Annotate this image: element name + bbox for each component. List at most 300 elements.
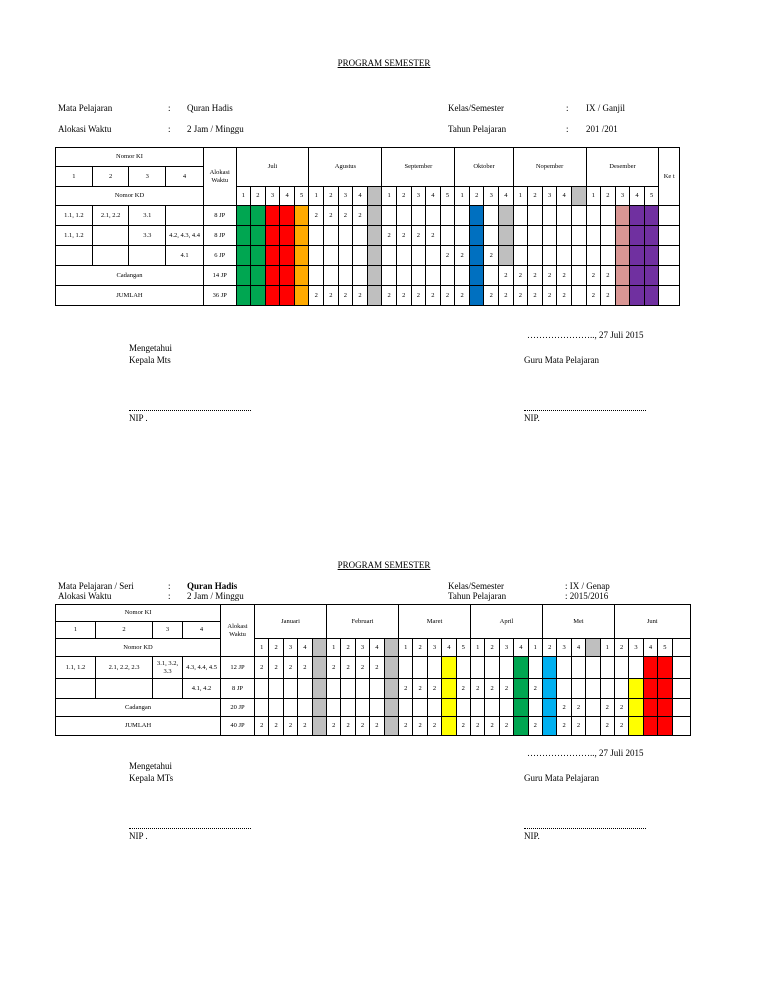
week-number: 2 (396, 187, 411, 206)
schedule-color-cell (265, 246, 280, 266)
week-number: 3 (557, 639, 571, 657)
schedule-cell: 2 (485, 679, 499, 699)
schedule-cell (586, 699, 600, 717)
schedule-cell (600, 679, 614, 699)
alokasi-cell: 8 JP (203, 206, 236, 226)
header-alokasi: Alokasi Waktu (203, 148, 236, 206)
schedule-cell: 2 (499, 717, 513, 736)
schedule-cell: 2 (355, 717, 369, 736)
doc1-time-value: 2 Jam / Minggu (187, 124, 244, 134)
schedule-cell (338, 246, 353, 266)
schedule-cell (440, 226, 455, 246)
week-number: 2 (251, 187, 266, 206)
kd-cell (96, 679, 153, 699)
schedule-cell: 2 (324, 206, 339, 226)
schedule-cell: 2 (427, 679, 441, 699)
schedule-cell: 2 (571, 717, 585, 736)
schedule-cell (484, 206, 499, 226)
schedule-cell (382, 246, 397, 266)
schedule-color-cell (442, 717, 456, 736)
schedule-color-cell (312, 679, 326, 699)
kd-cell: 2.1, 2.2, 2.3 (96, 657, 153, 679)
schedule-color-cell (644, 266, 659, 286)
schedule-color-cell (265, 206, 280, 226)
schedule-color-cell (658, 657, 672, 679)
month-header: Juni (614, 605, 690, 639)
schedule-color-cell (280, 206, 295, 226)
schedule-color-cell (499, 246, 514, 266)
schedule-color-cell (615, 286, 630, 306)
schedule-cell: 2 (513, 266, 528, 286)
kd-cell: 4.1 (166, 246, 204, 266)
schedule-cell (484, 266, 499, 286)
schedule-color-cell (543, 717, 557, 736)
schedule-cell: 2 (557, 266, 572, 286)
kd-cell: 2.1, 2.2 (92, 206, 129, 226)
schedule-cell: 2 (499, 286, 514, 306)
schedule-cell (601, 206, 616, 226)
month-header: September (382, 148, 455, 187)
schedule-cell (513, 226, 528, 246)
schedule-cell (484, 226, 499, 246)
schedule-cell: 2 (255, 657, 269, 679)
schedule-cell (571, 246, 586, 266)
colon: : (566, 103, 569, 113)
schedule-cell: 2 (600, 717, 614, 736)
schedule-color-cell (469, 246, 484, 266)
schedule-cell: 2 (542, 286, 557, 306)
schedule-cell (370, 699, 384, 717)
doc1-subject-value: Quran Hadis (187, 103, 233, 113)
schedule-cell (283, 699, 297, 717)
schedule-cell (601, 246, 616, 266)
schedule-cell: 2 (426, 286, 441, 306)
schedule-cell: 2 (396, 226, 411, 246)
schedule-color-cell (499, 206, 514, 226)
schedule-cell: 2 (586, 286, 601, 306)
doc1-mengetahui: Mengetahui (129, 343, 172, 353)
schedule-cell (601, 226, 616, 246)
schedule-cell: 2 (614, 717, 628, 736)
doc1-date-line: ………………….., 27 Juli 2015 (527, 330, 644, 340)
doc2-signature-line-right (524, 828, 646, 829)
schedule-color-cell (312, 699, 326, 717)
schedule-cell (309, 226, 324, 246)
week-number: 4 (571, 639, 585, 657)
schedule-cell (528, 699, 542, 717)
schedule-cell (614, 679, 628, 699)
schedule-color-cell (280, 226, 295, 246)
header-nomor-ki: Nomor KI (56, 148, 204, 167)
schedule-color-cell (615, 226, 630, 246)
week-number: 1 (586, 187, 601, 206)
colon: : (168, 591, 171, 601)
schedule-cell (571, 679, 585, 699)
doc1-signature-line-right (524, 410, 646, 411)
doc1-guru-label: Guru Mata Pelajaran (524, 355, 599, 365)
colon: : (168, 581, 171, 591)
week-number: 3 (615, 187, 630, 206)
doc2-schedule-table (55, 604, 691, 736)
schedule-cell (353, 266, 368, 286)
schedule-color-cell (543, 699, 557, 717)
schedule-cell (513, 246, 528, 266)
month-header: Februari (327, 605, 399, 639)
schedule-cell: 2 (427, 717, 441, 736)
kd-cell (56, 679, 96, 699)
schedule-cell: 2 (341, 717, 355, 736)
week-number: 4 (499, 187, 514, 206)
schedule-cell (399, 699, 413, 717)
schedule-color-cell (384, 699, 398, 717)
schedule-color-cell (236, 286, 251, 306)
schedule-cell: 2 (440, 286, 455, 306)
schedule-cell (341, 699, 355, 717)
colon: : (168, 124, 171, 134)
schedule-color-cell (643, 717, 657, 736)
schedule-color-cell (280, 286, 295, 306)
doc2-class-value: : IX / Genap (565, 581, 610, 591)
schedule-color-cell (265, 266, 280, 286)
schedule-cell: 2 (413, 717, 427, 736)
doc1-nip-right: NIP. (524, 413, 540, 423)
schedule-cell: 2 (413, 679, 427, 699)
schedule-cell (413, 699, 427, 717)
schedule-color-cell (469, 266, 484, 286)
schedule-color-cell (469, 206, 484, 226)
schedule-cell: 2 (298, 657, 312, 679)
month-header: Nopember (513, 148, 586, 187)
doc2-year-label: Tahun Pelajaran (448, 591, 507, 601)
schedule-color-cell (251, 266, 266, 286)
schedule-color-cell (658, 699, 672, 717)
schedule-cell (426, 246, 441, 266)
month-header: Oktober (455, 148, 513, 187)
schedule-cell (513, 206, 528, 226)
schedule-cell (557, 246, 572, 266)
schedule-cell (542, 206, 557, 226)
week-number: 1 (471, 639, 485, 657)
ki-number: 2 (92, 167, 129, 187)
schedule-cell (586, 657, 600, 679)
week-number: 2 (614, 639, 628, 657)
schedule-cell (614, 657, 628, 679)
doc2-class-label: Kelas/Semester (448, 581, 504, 591)
colon: : (168, 103, 171, 113)
header-ket: Ke t (659, 148, 680, 206)
schedule-cell: 2 (309, 286, 324, 306)
kd-cell (56, 246, 93, 266)
week-number: 3 (542, 187, 557, 206)
schedule-color-cell (514, 699, 528, 717)
ki-number: 4 (166, 167, 204, 187)
week-number: 3 (427, 639, 441, 657)
schedule-cell (338, 226, 353, 246)
week-number: 5 (644, 187, 659, 206)
schedule-cell: 2 (528, 717, 542, 736)
ket-cell (672, 699, 690, 717)
header-alokasi: Alokasi Waktu (221, 605, 255, 657)
schedule-cell (353, 226, 368, 246)
schedule-cell: 2 (399, 679, 413, 699)
schedule-cell (283, 679, 297, 699)
week-number: 3 (265, 187, 280, 206)
schedule-color-cell (469, 226, 484, 246)
alokasi-cell: 20 JP (221, 699, 255, 717)
schedule-color-cell (312, 657, 326, 679)
doc1-nip-left: NIP . (129, 413, 148, 423)
ki-number: 3 (153, 622, 183, 639)
doc1-class-label: Kelas/Semester (448, 103, 504, 113)
alokasi-cell: 8 JP (203, 226, 236, 246)
schedule-cell: 2 (471, 717, 485, 736)
schedule-cell: 2 (484, 286, 499, 306)
week-number: 2 (601, 187, 616, 206)
kd-cell: 3.1 (129, 206, 166, 226)
schedule-color-cell (367, 246, 382, 266)
doc2-time-label: Alokasi Waktu (58, 591, 112, 601)
kd-cell (92, 246, 129, 266)
schedule-cell (309, 266, 324, 286)
schedule-cell (411, 266, 426, 286)
row-label: Cadangan (56, 266, 204, 286)
schedule-cell: 2 (382, 226, 397, 246)
schedule-cell (327, 699, 341, 717)
colon: : (566, 124, 569, 134)
schedule-cell (456, 657, 470, 679)
schedule-cell: 2 (370, 657, 384, 679)
week-number: 4 (630, 187, 645, 206)
schedule-cell: 2 (399, 717, 413, 736)
schedule-cell (499, 699, 513, 717)
schedule-cell (396, 246, 411, 266)
schedule-cell (557, 657, 571, 679)
doc1-year-value: 201 /201 (586, 124, 618, 134)
schedule-cell: 2 (338, 286, 353, 306)
kd-cell: 1.1, 1.2 (56, 206, 93, 226)
doc1-kepala-label: Kepala Mts (129, 355, 171, 365)
doc1-time-label: Alokasi Waktu (58, 124, 112, 134)
schedule-cell (542, 226, 557, 246)
schedule-cell (399, 657, 413, 679)
kd-cell (166, 206, 204, 226)
schedule-cell (586, 679, 600, 699)
week-number: 3 (499, 639, 513, 657)
schedule-color-cell (543, 657, 557, 679)
schedule-color-cell (514, 657, 528, 679)
schedule-cell (586, 717, 600, 736)
schedule-cell (542, 246, 557, 266)
schedule-color-cell (514, 717, 528, 736)
week-number: 2 (341, 639, 355, 657)
ket-cell (659, 246, 680, 266)
schedule-color-cell (644, 206, 659, 226)
schedule-cell: 2 (327, 717, 341, 736)
week-number: 2 (469, 187, 484, 206)
schedule-cell: 2 (269, 657, 283, 679)
schedule-color-cell (658, 679, 672, 699)
schedule-cell (426, 206, 441, 226)
schedule-cell (355, 679, 369, 699)
schedule-cell: 2 (255, 717, 269, 736)
week-number: 1 (327, 639, 341, 657)
kd-cell: 1.1, 1.2 (56, 657, 96, 679)
schedule-color-cell (630, 206, 645, 226)
schedule-cell (499, 657, 513, 679)
week-number (586, 639, 600, 657)
week-number: 3 (338, 187, 353, 206)
schedule-cell: 2 (411, 286, 426, 306)
ket-cell (659, 286, 680, 306)
schedule-cell (571, 657, 585, 679)
schedule-color-cell (265, 226, 280, 246)
week-number: 1 (382, 187, 397, 206)
schedule-cell (255, 679, 269, 699)
ki-number: 1 (56, 167, 93, 187)
doc2-kepala-label: Kepala MTs (129, 773, 174, 783)
schedule-color-cell (643, 679, 657, 699)
schedule-cell (440, 266, 455, 286)
schedule-cell: 2 (513, 286, 528, 306)
schedule-cell (586, 206, 601, 226)
doc2-nip-left: NIP . (129, 831, 148, 841)
week-number: 3 (283, 639, 297, 657)
schedule-color-cell (543, 679, 557, 699)
schedule-cell: 2 (571, 699, 585, 717)
schedule-cell: 2 (370, 717, 384, 736)
schedule-cell: 2 (324, 286, 339, 306)
schedule-cell: 2 (557, 286, 572, 306)
schedule-cell: 2 (557, 717, 571, 736)
week-number: 5 (440, 187, 455, 206)
doc2-guru-label: Guru Mata Pelajaran (524, 773, 599, 783)
schedule-cell (370, 679, 384, 699)
week-number: 2 (543, 639, 557, 657)
schedule-cell: 2 (528, 679, 542, 699)
ket-cell (672, 717, 690, 736)
schedule-cell: 2 (426, 226, 441, 246)
schedule-cell (411, 246, 426, 266)
schedule-color-cell (384, 657, 398, 679)
schedule-color-cell (630, 226, 645, 246)
schedule-cell (298, 699, 312, 717)
week-number (571, 187, 586, 206)
month-header: Juli (236, 148, 309, 187)
schedule-color-cell (630, 286, 645, 306)
schedule-cell (269, 699, 283, 717)
schedule-cell: 2 (456, 679, 470, 699)
schedule-color-cell (367, 206, 382, 226)
schedule-cell (571, 206, 586, 226)
schedule-cell: 2 (355, 657, 369, 679)
schedule-color-cell (644, 246, 659, 266)
doc2-date-line: ………………….., 27 Juli 2015 (527, 748, 644, 758)
schedule-color-cell (236, 246, 251, 266)
week-number: 4 (280, 187, 295, 206)
schedule-cell: 2 (338, 206, 353, 226)
schedule-cell: 2 (353, 286, 368, 306)
schedule-cell (586, 246, 601, 266)
doc1-year-label: Tahun Pelajaran (448, 124, 507, 134)
week-number (384, 639, 398, 657)
schedule-color-cell (294, 246, 309, 266)
ki-number: 4 (183, 622, 221, 639)
schedule-color-cell (236, 226, 251, 246)
schedule-color-cell (643, 699, 657, 717)
schedule-cell (471, 699, 485, 717)
week-number: 1 (236, 187, 251, 206)
schedule-cell: 2 (327, 657, 341, 679)
doc2-title: PROGRAM SEMESTER (337, 560, 431, 570)
doc2-subject-value: Quran Hadis (187, 581, 238, 591)
month-header: April (471, 605, 543, 639)
schedule-color-cell (442, 679, 456, 699)
schedule-cell: 2 (614, 699, 628, 717)
schedule-cell (269, 679, 283, 699)
alokasi-cell: 40 JP (221, 717, 255, 736)
schedule-color-cell (280, 266, 295, 286)
schedule-cell (324, 226, 339, 246)
schedule-color-cell (294, 206, 309, 226)
schedule-color-cell (469, 286, 484, 306)
week-number: 4 (370, 639, 384, 657)
schedule-cell (427, 699, 441, 717)
schedule-cell: 2 (601, 286, 616, 306)
schedule-color-cell (630, 246, 645, 266)
kd-cell (92, 226, 129, 246)
doc2-time-value: 2 Jam / Minggu (187, 591, 244, 601)
schedule-color-cell (251, 206, 266, 226)
week-number: 4 (514, 639, 528, 657)
week-number: 1 (600, 639, 614, 657)
schedule-cell (485, 699, 499, 717)
kd-cell: 4.3, 4.4, 4.5 (183, 657, 221, 679)
schedule-color-cell (442, 657, 456, 679)
schedule-cell (528, 657, 542, 679)
schedule-cell (396, 206, 411, 226)
week-number: 4 (643, 639, 657, 657)
doc1-title: PROGRAM SEMESTER (337, 58, 431, 68)
schedule-cell (571, 226, 586, 246)
schedule-cell (600, 657, 614, 679)
doc2-year-value: : 2015/2016 (565, 591, 609, 601)
alokasi-cell: 36 JP (203, 286, 236, 306)
schedule-cell (324, 246, 339, 266)
schedule-cell (571, 266, 586, 286)
week-number: 4 (442, 639, 456, 657)
schedule-color-cell (643, 657, 657, 679)
schedule-cell: 2 (586, 266, 601, 286)
month-header: Desember (586, 148, 659, 187)
schedule-cell: 2 (353, 206, 368, 226)
schedule-cell: 2 (455, 286, 470, 306)
schedule-cell: 2 (528, 286, 543, 306)
week-number: 3 (629, 639, 643, 657)
ki-number: 1 (56, 622, 96, 639)
row-label: Cadangan (56, 699, 221, 717)
schedule-cell (338, 266, 353, 286)
month-header: Mei (543, 605, 615, 639)
schedule-cell (327, 679, 341, 699)
schedule-cell (411, 206, 426, 226)
schedule-cell: 2 (499, 266, 514, 286)
schedule-color-cell (384, 717, 398, 736)
schedule-cell: 2 (396, 286, 411, 306)
schedule-color-cell (367, 226, 382, 246)
schedule-color-cell (615, 206, 630, 226)
schedule-cell (427, 657, 441, 679)
week-number: 1 (513, 187, 528, 206)
